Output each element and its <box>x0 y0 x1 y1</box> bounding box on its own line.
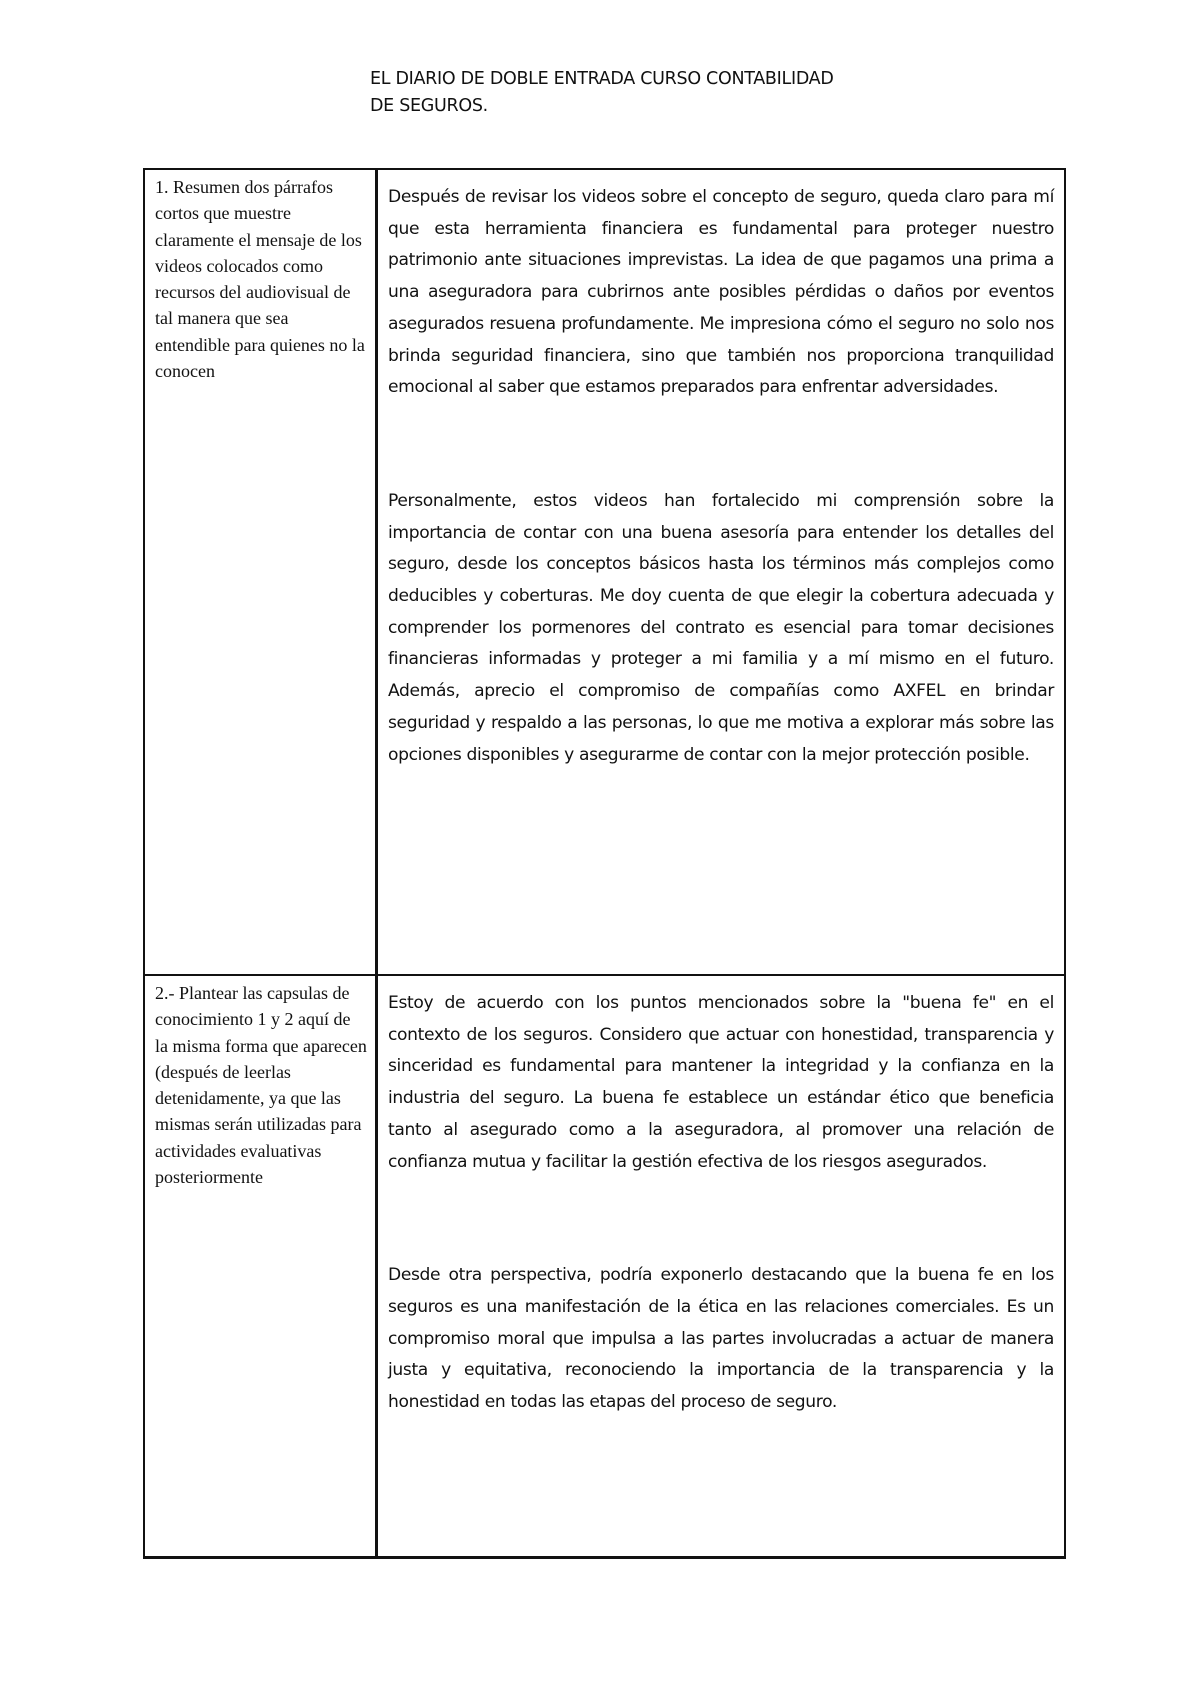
title-line-1: EL DIARIO DE DOBLE ENTRADA CURSO CONTABILIDAD <box>370 69 834 89</box>
response-paragraph: Después de revisar los videos sobre el concepto de seguro, queda claro para mí que esta herramienta financiera es fundamental para proteger nuestro patrimonio ante situaciones imprevistas. La idea de que pagamos una prima a una aseguradora para cubrirnos ante posibles pérdidas o daños por eventos asegurados resuena profundamente. Me impresiona cómo el seguro no solo nos brinda seguridad financiera, sino que también nos proporciona tranquilidad emocional al saber que estamos preparados para enfrentar adversidades. <box>388 187 1054 398</box>
response-cell <box>377 975 1066 1558</box>
prompt-cell <box>144 169 377 975</box>
table-row <box>144 169 1065 975</box>
response-paragraph: Personalmente, estos videos han fortalecido mi comprensión sobre la importancia de contar con una buena asesoría para entender los detalles del seguro, desde los conceptos básicos hasta los términos más complejos como deducibles y coberturas. Me doy cuenta de que elegir la cobertura adecuada y comprender los pormenores del contrato es esencial para tomar decisiones financieras informadas y proteger a mi familia y a mí mismo en el futuro. Además, aprecio el compromiso de compañías como AXFEL en brindar seguridad y respaldo a las personas, lo que me motiva a explorar más sobre las opciones disponibles y asegurarme de contar con la mejor protección posible. <box>388 490 1054 765</box>
table-row <box>144 975 1065 1558</box>
prompt-text: 1. Resumen dos párrafos cortos que muestre claramente el mensaje de los videos colocados como recursos del audiovisual de tal manera que sea entendible para quienes no la conocen <box>155 177 365 382</box>
response-cell <box>377 169 1066 975</box>
response-paragraph: Estoy de acuerdo con los puntos mencionados sobre la "buena fe" en el contexto de los seguros. Considero que actuar con honestidad, transparencia y sinceridad es fundamental para mantener la integridad y la confianza en la industria del seguro. La buena fe establece un estándar ético que beneficia tanto al asegurado como a la aseguradora, al promover una relación de confianza mutua y facilitar la gestión efectiva de los riesgos asegurados. <box>388 993 1054 1172</box>
prompt-cell <box>144 975 377 1558</box>
response-paragraph: Desde otra perspectiva, podría exponerlo destacando que la buena fe en los seguros es una manifestación de la ética en las relaciones comerciales. Es un compromiso moral que impulsa a las partes involucradas a actuar de manera justa y equitativa, reconociendo la importancia de la transparencia y la honestidad en todas las etapas del proceso de seguro. <box>388 1265 1054 1413</box>
response-text <box>378 182 1064 771</box>
document-title <box>370 66 970 120</box>
journal-table <box>143 168 1066 1559</box>
response-text <box>378 988 1064 1419</box>
prompt-text: 2.- Plantear las capsulas de conocimiento 1 y 2 aquí de la misma forma que aparecen (después de leerlas detenidamente, ya que las mismas serán utilizadas para actividades evaluativas posteriormente <box>155 983 367 1188</box>
title-line-2: DE SEGUROS. <box>370 96 488 116</box>
